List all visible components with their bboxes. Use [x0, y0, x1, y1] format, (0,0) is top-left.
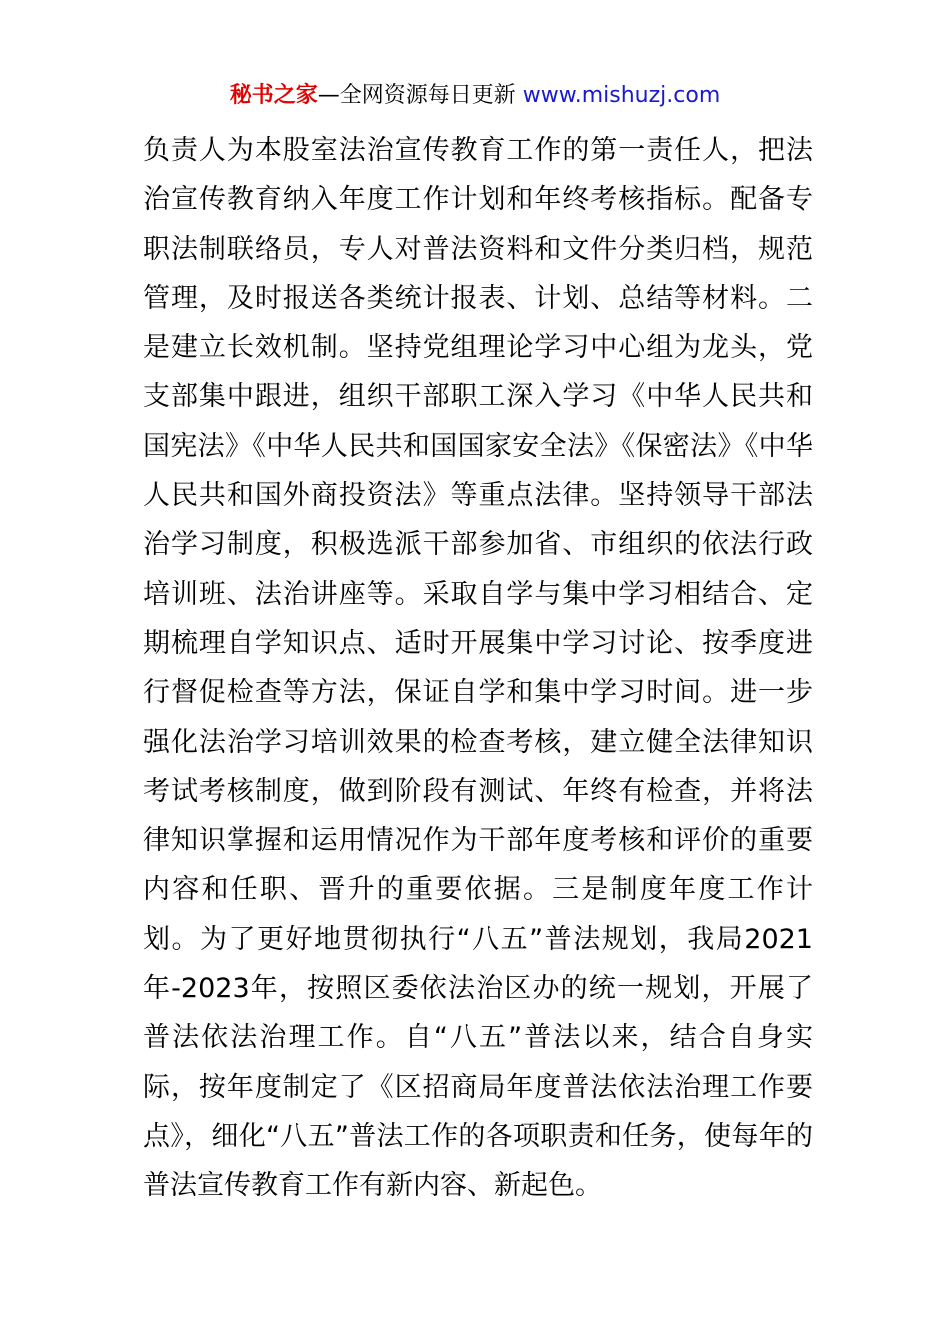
header-tagline: —全网资源每日更新 — [317, 83, 523, 108]
page-header — [0, 80, 950, 112]
body-paragraph: 负责人为本股室法治宣传教育工作的第一责任人，把法治宣传教育纳入年度工作计划和年终考核指标。配备专职法制联络员，专人对普法资料和文件分类归档，规范管理，及时报送各类统计报表、计划、总结等材料。二是建立长效机制。坚持党组理论学习中心组为龙头，党支部集中跟进，组织干部职工深入学习《中华人民共和国宪法》《中华人民共和国国家安全法》《保密法》《中华人民共和国外商投资法》等重点法律。坚持领导干部法治学习制度，积极选派干部参加省、市组织的依法行政培训班、法治讲座等。采取自学与集中学习相结合、定期梳理自学知识点、适时开展集中学习讨论、按季度进行督促检查等方法，保证自学和集中学习时间。进一步强化法治学习培训效果的检查考核，建立健全法律知识考试考核制度，做到阶段有测试、年终有检查，并将法律知识掌握和运用情况作为干部年度考核和评价的重要内容和任职、晋升的重要依据。三是制度年度工作计划。为了更好地贯彻执行“八五”普法规划，我局2021年-2023年，按照区委依法治区办的统一规划，开展了普法依法治理工作。自“八五”普法以来，结合自身实际，按年度制定了《区招商局年度普法依法治理工作要点》，细化“八五”普法工作的各项职责和任务，使每年的普法宣传教育工作有新内容、新起色。 — [143, 135, 813, 1202]
website-link[interactable]: www.mishuzj.com — [522, 83, 721, 108]
brand-name: 秘书之家 — [229, 83, 318, 108]
